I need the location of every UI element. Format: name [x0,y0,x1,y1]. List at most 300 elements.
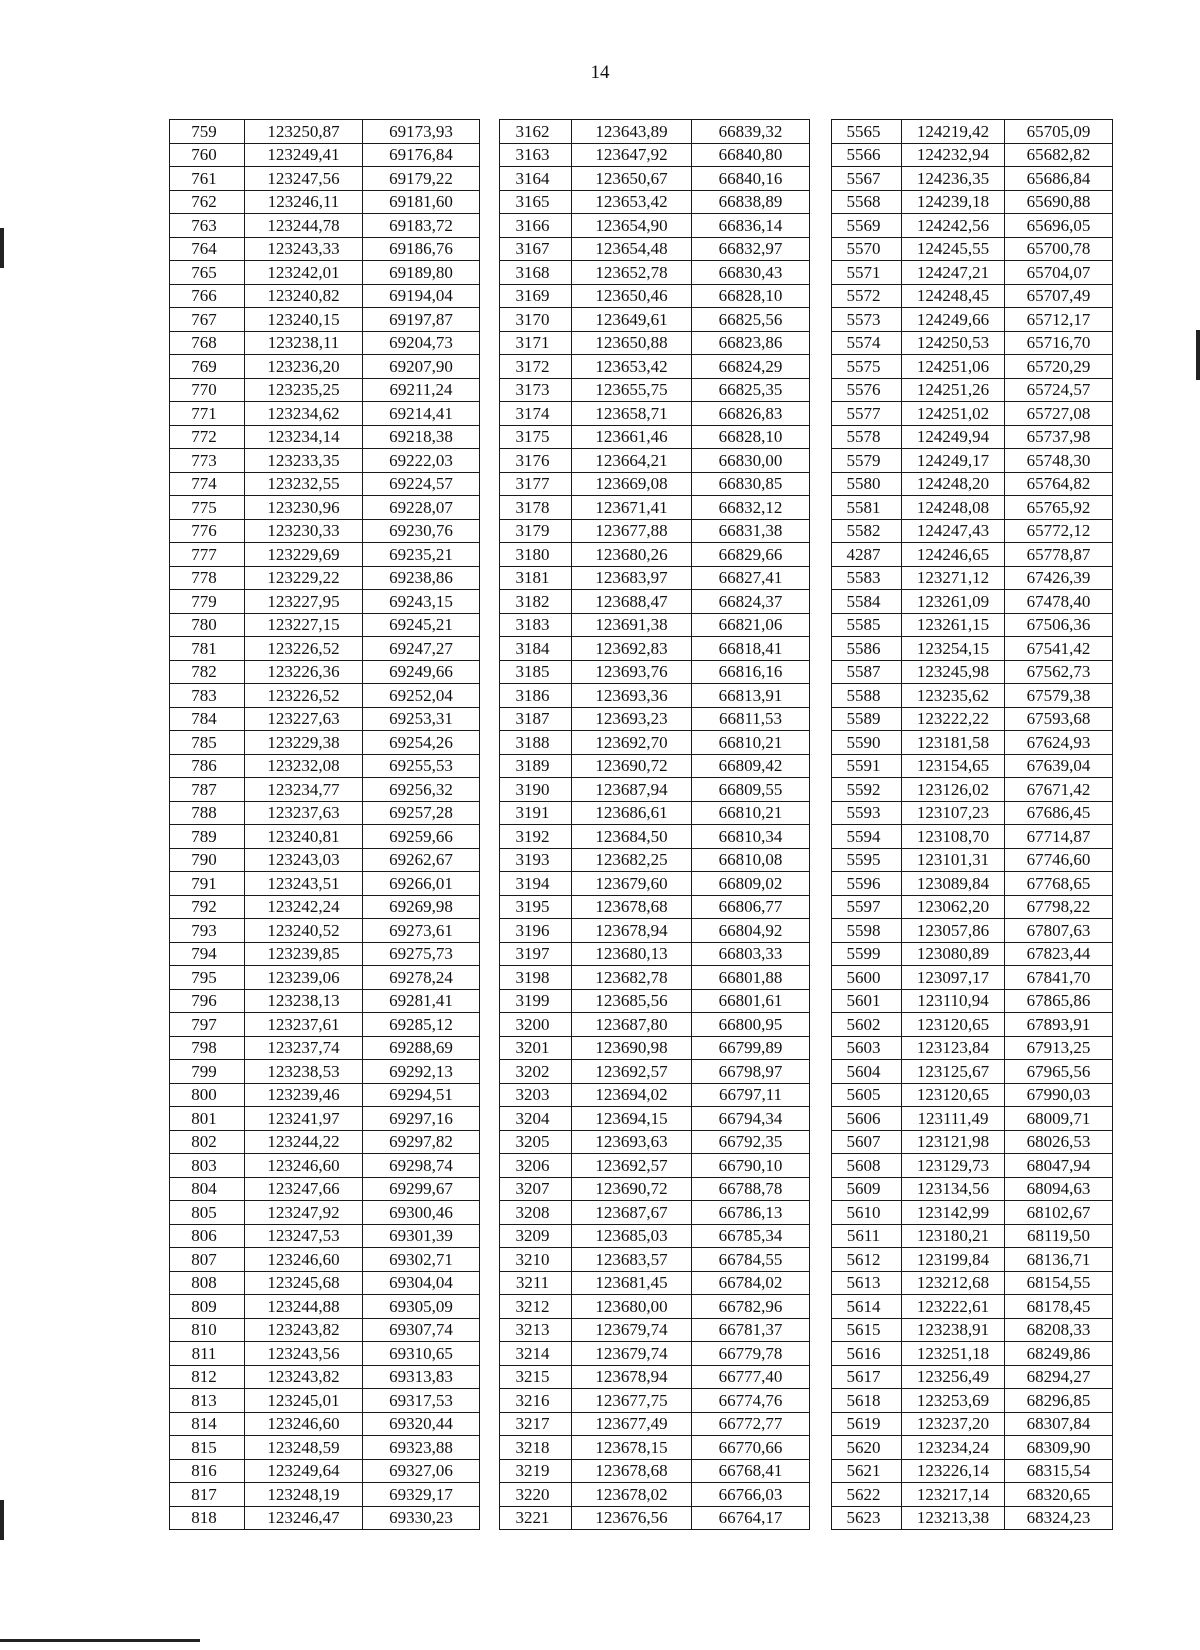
point-number-cell: 814 [170,1412,245,1436]
point-number-cell: 5620 [832,1436,902,1460]
column-gap [810,1365,832,1389]
y-coordinate-cell: 67965,56 [1005,1060,1113,1084]
y-coordinate-cell: 68119,50 [1005,1224,1113,1248]
scan-edge-left-lower [0,1500,4,1540]
y-coordinate-cell: 66810,34 [692,825,810,849]
y-coordinate-cell: 67865,86 [1005,989,1113,1013]
x-coordinate-cell: 123685,56 [572,989,692,1013]
y-coordinate-cell: 66832,97 [692,237,810,261]
y-coordinate-cell: 66829,66 [692,543,810,567]
y-coordinate-cell: 69323,88 [363,1436,480,1460]
x-coordinate-cell: 123683,97 [572,566,692,590]
y-coordinate-cell: 66810,21 [692,731,810,755]
column-gap [810,660,832,684]
column-gap [480,731,500,755]
x-coordinate-cell: 123677,75 [572,1389,692,1413]
point-number-cell: 3183 [500,613,572,637]
y-coordinate-cell: 66784,02 [692,1271,810,1295]
point-number-cell: 817 [170,1483,245,1507]
column-gap [480,1365,500,1389]
y-coordinate-cell: 66782,96 [692,1295,810,1319]
x-coordinate-cell: 123233,35 [245,449,363,473]
y-coordinate-cell: 66828,10 [692,284,810,308]
x-coordinate-cell: 123245,68 [245,1271,363,1295]
column-gap [810,1224,832,1248]
x-coordinate-cell: 123246,60 [245,1248,363,1272]
table-row [170,989,1113,1013]
y-coordinate-cell: 67639,04 [1005,754,1113,778]
table-row [170,1248,1113,1272]
x-coordinate-cell: 123653,42 [572,190,692,214]
column-gap [480,120,500,144]
table-row [170,1365,1113,1389]
x-coordinate-cell: 123688,47 [572,590,692,614]
table-row [170,167,1113,191]
x-coordinate-cell: 123679,60 [572,872,692,896]
column-gap [480,449,500,473]
point-number-cell: 5602 [832,1013,902,1037]
table-row [170,425,1113,449]
x-coordinate-cell: 123245,01 [245,1389,363,1413]
column-gap [810,966,832,990]
x-coordinate-cell: 124249,66 [902,308,1005,332]
y-coordinate-cell: 65682,82 [1005,143,1113,167]
point-number-cell: 5598 [832,919,902,943]
table-row [170,637,1113,661]
point-number-cell: 3214 [500,1342,572,1366]
y-coordinate-cell: 67990,03 [1005,1083,1113,1107]
point-number-cell: 3206 [500,1154,572,1178]
y-coordinate-cell: 66838,89 [692,190,810,214]
point-number-cell: 818 [170,1506,245,1530]
column-gap [480,590,500,614]
table-row [170,1036,1113,1060]
column-gap [480,331,500,355]
x-coordinate-cell: 123089,84 [902,872,1005,896]
x-coordinate-cell: 123691,38 [572,613,692,637]
point-number-cell: 3188 [500,731,572,755]
y-coordinate-cell: 67686,45 [1005,801,1113,825]
column-gap [480,1436,500,1460]
y-coordinate-cell: 69297,16 [363,1107,480,1131]
y-coordinate-cell: 66785,34 [692,1224,810,1248]
column-gap [480,190,500,214]
column-gap [810,1154,832,1178]
x-coordinate-cell: 123111,49 [902,1107,1005,1131]
x-coordinate-cell: 123239,46 [245,1083,363,1107]
y-coordinate-cell: 66792,35 [692,1130,810,1154]
table-row [170,1389,1113,1413]
y-coordinate-cell: 68136,71 [1005,1248,1113,1272]
x-coordinate-cell: 123649,61 [572,308,692,332]
y-coordinate-cell: 66788,78 [692,1177,810,1201]
y-coordinate-cell: 66825,56 [692,308,810,332]
column-gap [480,1083,500,1107]
x-coordinate-cell: 123653,42 [572,355,692,379]
x-coordinate-cell: 123246,60 [245,1412,363,1436]
y-coordinate-cell: 67714,87 [1005,825,1113,849]
table-row [170,449,1113,473]
x-coordinate-cell: 123101,31 [902,848,1005,872]
table-row [170,895,1113,919]
point-number-cell: 3197 [500,942,572,966]
x-coordinate-cell: 123678,02 [572,1483,692,1507]
table-row [170,825,1113,849]
y-coordinate-cell: 66811,53 [692,707,810,731]
x-coordinate-cell: 123692,70 [572,731,692,755]
point-number-cell: 780 [170,613,245,637]
column-gap [810,566,832,590]
x-coordinate-cell: 123243,82 [245,1365,363,1389]
y-coordinate-cell: 66784,55 [692,1248,810,1272]
column-gap [810,919,832,943]
x-coordinate-cell: 123256,49 [902,1365,1005,1389]
y-coordinate-cell: 66801,61 [692,989,810,1013]
point-number-cell: 806 [170,1224,245,1248]
point-number-cell: 3189 [500,754,572,778]
point-number-cell: 766 [170,284,245,308]
point-number-cell: 5575 [832,355,902,379]
y-coordinate-cell: 69297,82 [363,1130,480,1154]
point-number-cell: 3203 [500,1083,572,1107]
x-coordinate-cell: 123226,36 [245,660,363,684]
x-coordinate-cell: 123226,52 [245,637,363,661]
y-coordinate-cell: 66801,88 [692,966,810,990]
point-number-cell: 5604 [832,1060,902,1084]
x-coordinate-cell: 123236,20 [245,355,363,379]
x-coordinate-cell: 124248,08 [902,496,1005,520]
point-number-cell: 5603 [832,1036,902,1060]
point-number-cell: 775 [170,496,245,520]
x-coordinate-cell: 124246,65 [902,543,1005,567]
point-number-cell: 815 [170,1436,245,1460]
coordinates-table [169,119,1113,1530]
table-row [170,1083,1113,1107]
x-coordinate-cell: 123247,53 [245,1224,363,1248]
x-coordinate-cell: 123222,61 [902,1295,1005,1319]
y-coordinate-cell: 67893,91 [1005,1013,1113,1037]
y-coordinate-cell: 68307,84 [1005,1412,1113,1436]
column-gap [810,825,832,849]
point-number-cell: 3196 [500,919,572,943]
point-number-cell: 5591 [832,754,902,778]
x-coordinate-cell: 123694,15 [572,1107,692,1131]
x-coordinate-cell: 123097,17 [902,966,1005,990]
column-gap [480,402,500,426]
column-gap [810,1248,832,1272]
x-coordinate-cell: 123249,41 [245,143,363,167]
point-number-cell: 5622 [832,1483,902,1507]
x-coordinate-cell: 123243,56 [245,1342,363,1366]
y-coordinate-cell: 67798,22 [1005,895,1113,919]
x-coordinate-cell: 123661,46 [572,425,692,449]
point-number-cell: 785 [170,731,245,755]
point-number-cell: 5583 [832,566,902,590]
point-number-cell: 5576 [832,378,902,402]
table-row [170,378,1113,402]
x-coordinate-cell: 123227,95 [245,590,363,614]
y-coordinate-cell: 66794,34 [692,1107,810,1131]
x-coordinate-cell: 123108,70 [902,825,1005,849]
table-row [170,355,1113,379]
x-coordinate-cell: 123229,38 [245,731,363,755]
table-row [170,613,1113,637]
column-gap [480,1036,500,1060]
x-coordinate-cell: 123120,65 [902,1013,1005,1037]
point-number-cell: 5612 [832,1248,902,1272]
point-number-cell: 5611 [832,1224,902,1248]
point-number-cell: 5619 [832,1412,902,1436]
y-coordinate-cell: 69317,53 [363,1389,480,1413]
column-gap [480,801,500,825]
column-gap [480,1483,500,1507]
y-coordinate-cell: 68154,55 [1005,1271,1113,1295]
x-coordinate-cell: 123107,23 [902,801,1005,825]
point-number-cell: 805 [170,1201,245,1225]
point-number-cell: 776 [170,519,245,543]
point-number-cell: 5573 [832,308,902,332]
point-number-cell: 760 [170,143,245,167]
table-row [170,543,1113,567]
table-row [170,1412,1113,1436]
column-gap [480,989,500,1013]
point-number-cell: 5584 [832,590,902,614]
point-number-cell: 3172 [500,355,572,379]
y-coordinate-cell: 66810,21 [692,801,810,825]
x-coordinate-cell: 123678,94 [572,919,692,943]
x-coordinate-cell: 124247,21 [902,261,1005,285]
x-coordinate-cell: 123679,74 [572,1342,692,1366]
table-row [170,566,1113,590]
y-coordinate-cell: 66781,37 [692,1318,810,1342]
point-number-cell: 5597 [832,895,902,919]
point-number-cell: 3176 [500,449,572,473]
scan-edge-right [1196,330,1200,380]
x-coordinate-cell: 123230,96 [245,496,363,520]
column-gap [810,120,832,144]
page-number: 14 [590,62,610,83]
x-coordinate-cell: 123685,03 [572,1224,692,1248]
column-gap [480,1248,500,1272]
x-coordinate-cell: 123680,00 [572,1295,692,1319]
column-gap [810,1436,832,1460]
x-coordinate-cell: 123080,89 [902,942,1005,966]
y-coordinate-cell: 69266,01 [363,872,480,896]
point-number-cell: 5577 [832,402,902,426]
column-gap [480,1224,500,1248]
x-coordinate-cell: 123180,21 [902,1224,1005,1248]
x-coordinate-cell: 123235,62 [902,684,1005,708]
point-number-cell: 3205 [500,1130,572,1154]
table-row [170,942,1113,966]
point-number-cell: 3204 [500,1107,572,1131]
y-coordinate-cell: 66830,43 [692,261,810,285]
y-coordinate-cell: 67624,93 [1005,731,1113,755]
point-number-cell: 3184 [500,637,572,661]
point-number-cell: 3187 [500,707,572,731]
y-coordinate-cell: 69211,24 [363,378,480,402]
y-coordinate-cell: 69173,93 [363,120,480,144]
point-number-cell: 5582 [832,519,902,543]
column-gap [480,825,500,849]
point-number-cell: 3167 [500,237,572,261]
point-number-cell: 3216 [500,1389,572,1413]
point-number-cell: 3162 [500,120,572,144]
point-number-cell: 3207 [500,1177,572,1201]
y-coordinate-cell: 69204,73 [363,331,480,355]
x-coordinate-cell: 123125,67 [902,1060,1005,1084]
y-coordinate-cell: 65686,84 [1005,167,1113,191]
table-row [170,331,1113,355]
x-coordinate-cell: 124245,55 [902,237,1005,261]
x-coordinate-cell: 123154,65 [902,754,1005,778]
point-number-cell: 3178 [500,496,572,520]
x-coordinate-cell: 123247,92 [245,1201,363,1225]
point-number-cell: 3201 [500,1036,572,1060]
column-gap [810,449,832,473]
y-coordinate-cell: 66777,40 [692,1365,810,1389]
y-coordinate-cell: 69256,32 [363,778,480,802]
y-coordinate-cell: 69327,06 [363,1459,480,1483]
column-gap [810,637,832,661]
point-number-cell: 5617 [832,1365,902,1389]
column-gap [810,1060,832,1084]
column-gap [480,355,500,379]
column-gap [810,731,832,755]
column-gap [480,284,500,308]
x-coordinate-cell: 124251,06 [902,355,1005,379]
y-coordinate-cell: 69228,07 [363,496,480,520]
point-number-cell: 5599 [832,942,902,966]
table-row [170,1224,1113,1248]
column-gap [810,1013,832,1037]
x-coordinate-cell: 123650,88 [572,331,692,355]
x-coordinate-cell: 124239,18 [902,190,1005,214]
y-coordinate-cell: 68249,86 [1005,1342,1113,1366]
point-number-cell: 3191 [500,801,572,825]
point-number-cell: 3221 [500,1506,572,1530]
y-coordinate-cell: 69252,04 [363,684,480,708]
y-coordinate-cell: 66809,42 [692,754,810,778]
y-coordinate-cell: 68294,27 [1005,1365,1113,1389]
point-number-cell: 3180 [500,543,572,567]
table-row [170,214,1113,238]
x-coordinate-cell: 123181,58 [902,731,1005,755]
column-gap [480,707,500,731]
point-number-cell: 788 [170,801,245,825]
y-coordinate-cell: 66824,37 [692,590,810,614]
x-coordinate-cell: 123120,65 [902,1083,1005,1107]
x-coordinate-cell: 123682,25 [572,848,692,872]
column-gap [810,472,832,496]
y-coordinate-cell: 68026,53 [1005,1130,1113,1154]
y-coordinate-cell: 66770,66 [692,1436,810,1460]
y-coordinate-cell: 68009,71 [1005,1107,1113,1131]
x-coordinate-cell: 123253,69 [902,1389,1005,1413]
y-coordinate-cell: 66813,91 [692,684,810,708]
x-coordinate-cell: 123682,78 [572,966,692,990]
point-number-cell: 3218 [500,1436,572,1460]
y-coordinate-cell: 69235,21 [363,543,480,567]
x-coordinate-cell: 123678,68 [572,895,692,919]
point-number-cell: 5606 [832,1107,902,1131]
point-number-cell: 3193 [500,848,572,872]
x-coordinate-cell: 123686,61 [572,801,692,825]
y-coordinate-cell: 69247,27 [363,637,480,661]
point-number-cell: 3200 [500,1013,572,1037]
point-number-cell: 5588 [832,684,902,708]
y-coordinate-cell: 66764,17 [692,1506,810,1530]
column-gap [810,801,832,825]
column-gap [810,190,832,214]
y-coordinate-cell: 69275,73 [363,942,480,966]
y-coordinate-cell: 69253,31 [363,707,480,731]
column-gap [810,848,832,872]
point-number-cell: 777 [170,543,245,567]
x-coordinate-cell: 123238,11 [245,331,363,355]
y-coordinate-cell: 66804,92 [692,919,810,943]
point-number-cell: 798 [170,1036,245,1060]
point-number-cell: 3192 [500,825,572,849]
y-coordinate-cell: 69300,46 [363,1201,480,1225]
point-number-cell: 786 [170,754,245,778]
point-number-cell: 5566 [832,143,902,167]
y-coordinate-cell: 66840,16 [692,167,810,191]
point-number-cell: 5596 [832,872,902,896]
x-coordinate-cell: 123679,74 [572,1318,692,1342]
point-number-cell: 787 [170,778,245,802]
y-coordinate-cell: 65720,29 [1005,355,1113,379]
y-coordinate-cell: 69281,41 [363,989,480,1013]
scan-edge-left [0,228,4,268]
table-row [170,284,1113,308]
x-coordinate-cell: 123142,99 [902,1201,1005,1225]
y-coordinate-cell: 67506,36 [1005,613,1113,637]
column-gap [810,613,832,637]
point-number-cell: 3177 [500,472,572,496]
x-coordinate-cell: 123232,55 [245,472,363,496]
point-number-cell: 771 [170,402,245,426]
table-row [170,496,1113,520]
y-coordinate-cell: 69222,03 [363,449,480,473]
x-coordinate-cell: 124251,26 [902,378,1005,402]
column-gap [480,1412,500,1436]
column-gap [480,1271,500,1295]
y-coordinate-cell: 69273,61 [363,919,480,943]
point-number-cell: 769 [170,355,245,379]
x-coordinate-cell: 123690,98 [572,1036,692,1060]
point-number-cell: 5623 [832,1506,902,1530]
table-row [170,1506,1113,1530]
y-coordinate-cell: 68309,90 [1005,1436,1113,1460]
point-number-cell: 3190 [500,778,572,802]
point-number-cell: 797 [170,1013,245,1037]
x-coordinate-cell: 123242,24 [245,895,363,919]
x-coordinate-cell: 123238,13 [245,989,363,1013]
y-coordinate-cell: 68094,63 [1005,1177,1113,1201]
y-coordinate-cell: 69176,84 [363,143,480,167]
column-gap [810,519,832,543]
x-coordinate-cell: 123239,06 [245,966,363,990]
x-coordinate-cell: 123129,73 [902,1154,1005,1178]
x-coordinate-cell: 123692,83 [572,637,692,661]
column-gap [480,637,500,661]
point-number-cell: 5572 [832,284,902,308]
y-coordinate-cell: 69278,24 [363,966,480,990]
table-row [170,1107,1113,1131]
x-coordinate-cell: 123650,67 [572,167,692,191]
column-gap [810,895,832,919]
